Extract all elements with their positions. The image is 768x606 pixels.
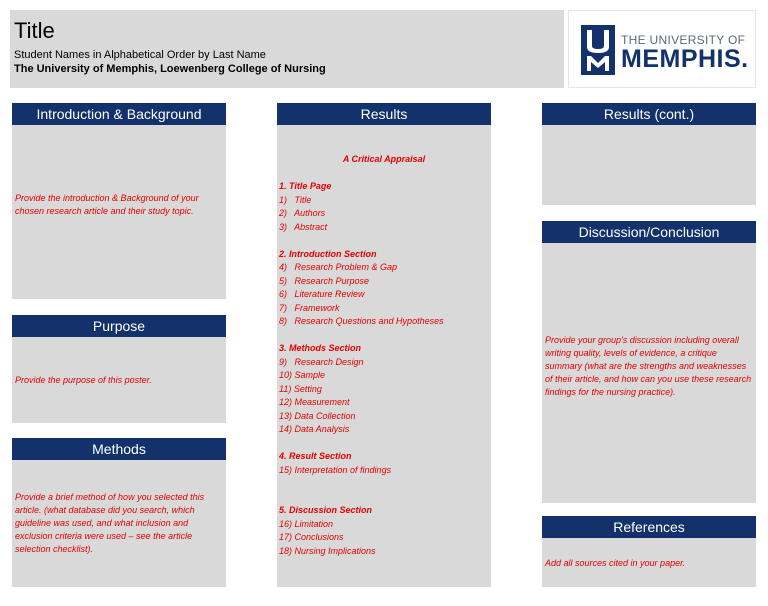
list-item[interactable]: 7) Framework — [279, 302, 340, 313]
results-heading[interactable]: Results — [277, 103, 491, 125]
purpose-text[interactable]: Provide the purpose of this poster. — [15, 375, 152, 385]
intro-heading[interactable]: Introduction & Background — [12, 103, 226, 125]
list-item[interactable]: 14) Data Analysis — [279, 424, 350, 434]
list-item[interactable]: 11) Setting — [279, 383, 322, 394]
list-item[interactable]: 17) Conclusions — [279, 532, 344, 542]
references-heading[interactable]: References — [542, 516, 756, 538]
group-title[interactable]: 4. Result Section — [279, 451, 352, 461]
references-body[interactable] — [542, 538, 756, 587]
references-text[interactable]: Add all sources cited in your paper. — [545, 558, 686, 568]
list-item[interactable]: 1) Title — [279, 194, 312, 205]
critical-appraisal-list — [279, 153, 489, 558]
purpose-heading[interactable]: Purpose — [12, 315, 226, 337]
discussion-heading[interactable]: Discussion/Conclusion — [542, 221, 756, 243]
list-item[interactable]: 8) Research Questions and Hypotheses — [279, 316, 444, 326]
intro-text[interactable]: Provide the introduction & Background of your chosen research article and their study topic. — [15, 193, 199, 216]
list-item[interactable]: 10) Sample — [279, 370, 326, 380]
list-item[interactable]: 12) Measurement — [279, 397, 350, 407]
affiliation[interactable]: The University of Memphis, Loewenberg College of Nursing — [14, 63, 326, 75]
appraisal-title[interactable]: A Critical Appraisal — [342, 154, 426, 164]
list-item[interactable]: 6) Literature Review — [279, 289, 365, 299]
list-item[interactable]: 13) Data Collection — [279, 410, 356, 421]
methods-text[interactable]: Provide a brief method of how you selected this article. (what database did you search, which guideline was used, and what inclusion and exclusion criteria were used – see the article selection checklist). — [15, 492, 205, 554]
list-item[interactable]: 4) Research Problem & Gap — [279, 262, 398, 272]
list-item[interactable]: 15) Interpretation of findings — [279, 464, 392, 475]
list-item[interactable]: 3) Abstract — [279, 221, 328, 232]
results-cont-body[interactable] — [542, 125, 756, 205]
um-logo-icon — [581, 25, 615, 75]
poster-title[interactable]: Title — [14, 18, 55, 43]
methods-body[interactable] — [12, 460, 226, 587]
results-body[interactable] — [277, 125, 491, 587]
list-item[interactable]: 16) Limitation — [279, 518, 334, 529]
list-item[interactable]: 5) Research Purpose — [279, 275, 370, 286]
list-item[interactable]: 2) Authors — [279, 208, 326, 218]
results-cont-heading[interactable]: Results (cont.) — [542, 103, 756, 125]
purpose-body[interactable] — [12, 337, 226, 423]
methods-heading[interactable]: Methods — [12, 438, 226, 460]
logo-text-bottom: MEMPHIS. — [621, 45, 749, 73]
poster-header — [10, 10, 564, 88]
list-item[interactable]: 18) Nursing Implications — [279, 545, 376, 556]
discussion-body[interactable] — [542, 243, 756, 503]
logo-text-top: THE UNIVERSITY OF — [621, 33, 746, 47]
intro-body[interactable] — [12, 125, 226, 299]
group-title[interactable]: 3. Methods Section — [279, 343, 362, 353]
list-item[interactable]: 9) Research Design — [279, 356, 364, 367]
group-title[interactable]: 1. Title Page — [279, 181, 332, 191]
discussion-text[interactable]: Provide your group's discussion including overall writing quality, levels of evidence, a critique summary (what are the strengths and weaknesses of their article, and how can you use these research findings for the nursing practice). — [545, 335, 752, 397]
group-title[interactable]: 5. Discussion Section — [279, 505, 373, 515]
university-logo — [568, 10, 756, 88]
group-title[interactable]: 2. Introduction Section — [279, 248, 377, 259]
student-names[interactable]: Student Names in Alphabetical Order by Last Name — [14, 49, 266, 61]
